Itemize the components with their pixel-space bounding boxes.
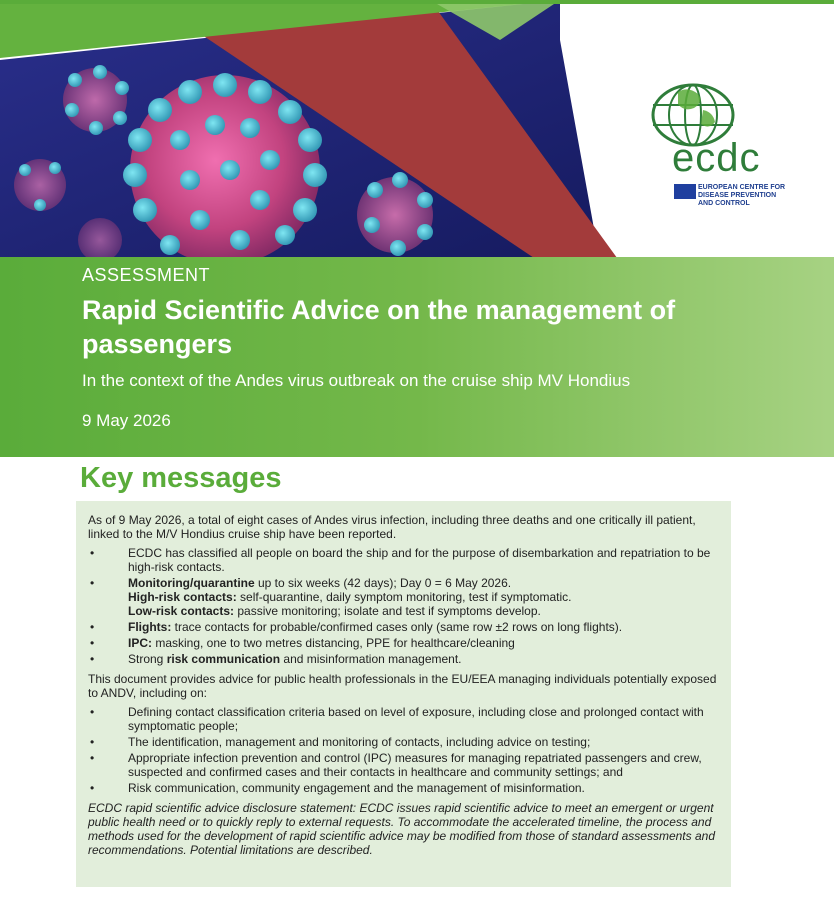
- logo-wordmark: ecdc: [672, 136, 761, 180]
- bullet-bold: IPC:: [128, 636, 152, 650]
- bullet-glyph: •: [90, 705, 95, 719]
- sub-line: [128, 604, 719, 618]
- bullet-text-before: Strong: [128, 652, 167, 666]
- bullet-glyph: •: [90, 546, 95, 560]
- scope-item: [88, 751, 719, 779]
- document-date: 9 May 2026: [82, 411, 171, 430]
- bullet-glyph: •: [90, 781, 95, 795]
- bullet-glyph: •: [90, 636, 95, 650]
- disclosure-statement: ECDC rapid scientific advice disclosure statement: ECDC issues rapid scientific advice to meet an emergent or urgent public health need or to quickly reply to external requests. To accommodate the accelerated timeline, the process and methods used for the development of rapid scientific advice may be modified from those of standard assessments and recommendations. Potential limitations are described.: [88, 801, 715, 857]
- key-messages-box: [76, 501, 731, 887]
- bullet-item: [88, 576, 719, 618]
- eu-flag-icon: [674, 184, 696, 199]
- cover-hero: [0, 0, 834, 262]
- key-bullets: [88, 546, 719, 666]
- bullet-glyph: •: [90, 576, 95, 590]
- bullet-glyph: •: [90, 620, 95, 634]
- key-messages-heading: Key messages: [80, 462, 282, 494]
- bullet-item: [88, 620, 719, 634]
- intro-paragraph: As of 9 May 2026, a total of eight cases of Andes virus infection, including three deaths and one critically ill patient, linked to the M/V Hondius cruise ship have been reported.: [88, 513, 696, 541]
- scope-text: The identification, management and monitoring of contacts, including advice on testing;: [128, 735, 591, 749]
- bullet-glyph: •: [90, 735, 95, 749]
- bullet-text: masking, one to two metres distancing, PPE for healthcare/cleaning: [152, 636, 515, 650]
- sub-line: [128, 590, 719, 604]
- bullet-bold: Flights:: [128, 620, 172, 634]
- sub-line-text: passive monitoring; isolate and test if symptoms develop.: [234, 604, 541, 618]
- bullet-item: [88, 652, 719, 666]
- bullet-glyph: •: [90, 751, 95, 765]
- logo-subtitle: EUROPEAN CENTRE FOR DISEASE PREVENTION AND CONTROL: [698, 184, 786, 207]
- title-banner: [0, 257, 834, 457]
- scope-text: Defining contact classification criteria based on level of exposure, including close and prolonged contact with symptomatic people;: [128, 705, 704, 733]
- bullet-text: and misinformation management.: [280, 652, 462, 666]
- sub-line-bold: Low-risk contacts:: [128, 604, 235, 618]
- scope-text: Risk communication, community engagement and the management of misinformation.: [128, 781, 585, 795]
- document-title: Rapid Scientific Advice on the management of passengers: [82, 295, 676, 359]
- bullet-bold: risk communication: [166, 652, 281, 666]
- document-type: ASSESSMENT: [82, 265, 211, 285]
- bullet-item: [88, 546, 719, 574]
- bullet-text: up to six weeks (42 days); Day 0 = 6 May 2026.: [254, 576, 512, 590]
- document-subtitle: In the context of the Andes virus outbreak on the cruise ship MV Hondius: [82, 371, 631, 390]
- bullet-text: ECDC has classified all people on board the ship and for the purpose of disembarkation and repatriation to be high-risk contacts.: [128, 546, 711, 574]
- bullet-item: [88, 636, 719, 650]
- ecdc-logo: [646, 80, 786, 210]
- scope-bullets: [88, 705, 719, 795]
- scope-item: [88, 705, 719, 733]
- bullet-bold: Monitoring/quarantine: [128, 576, 255, 590]
- scope-item: [88, 781, 719, 795]
- bullet-text: trace contacts for probable/confirmed cases only (same row ±2 rows on long flights).: [171, 620, 623, 634]
- scope-text: Appropriate infection prevention and control (IPC) measures for managing repatriated passengers and crew, suspected and confirmed cases and their contacts in healthcare and community settings; and: [128, 751, 702, 779]
- sub-line-bold: High-risk contacts:: [128, 590, 237, 604]
- sub-line-text: self-quarantine, daily symptom monitoring, test if symptomatic.: [236, 590, 572, 604]
- scope-item: [88, 735, 719, 749]
- bullet-glyph: •: [90, 652, 95, 666]
- scope-paragraph: This document provides advice for public health professionals in the EU/EEA managing individuals potentially exposed to ANDV, including on:: [88, 672, 717, 700]
